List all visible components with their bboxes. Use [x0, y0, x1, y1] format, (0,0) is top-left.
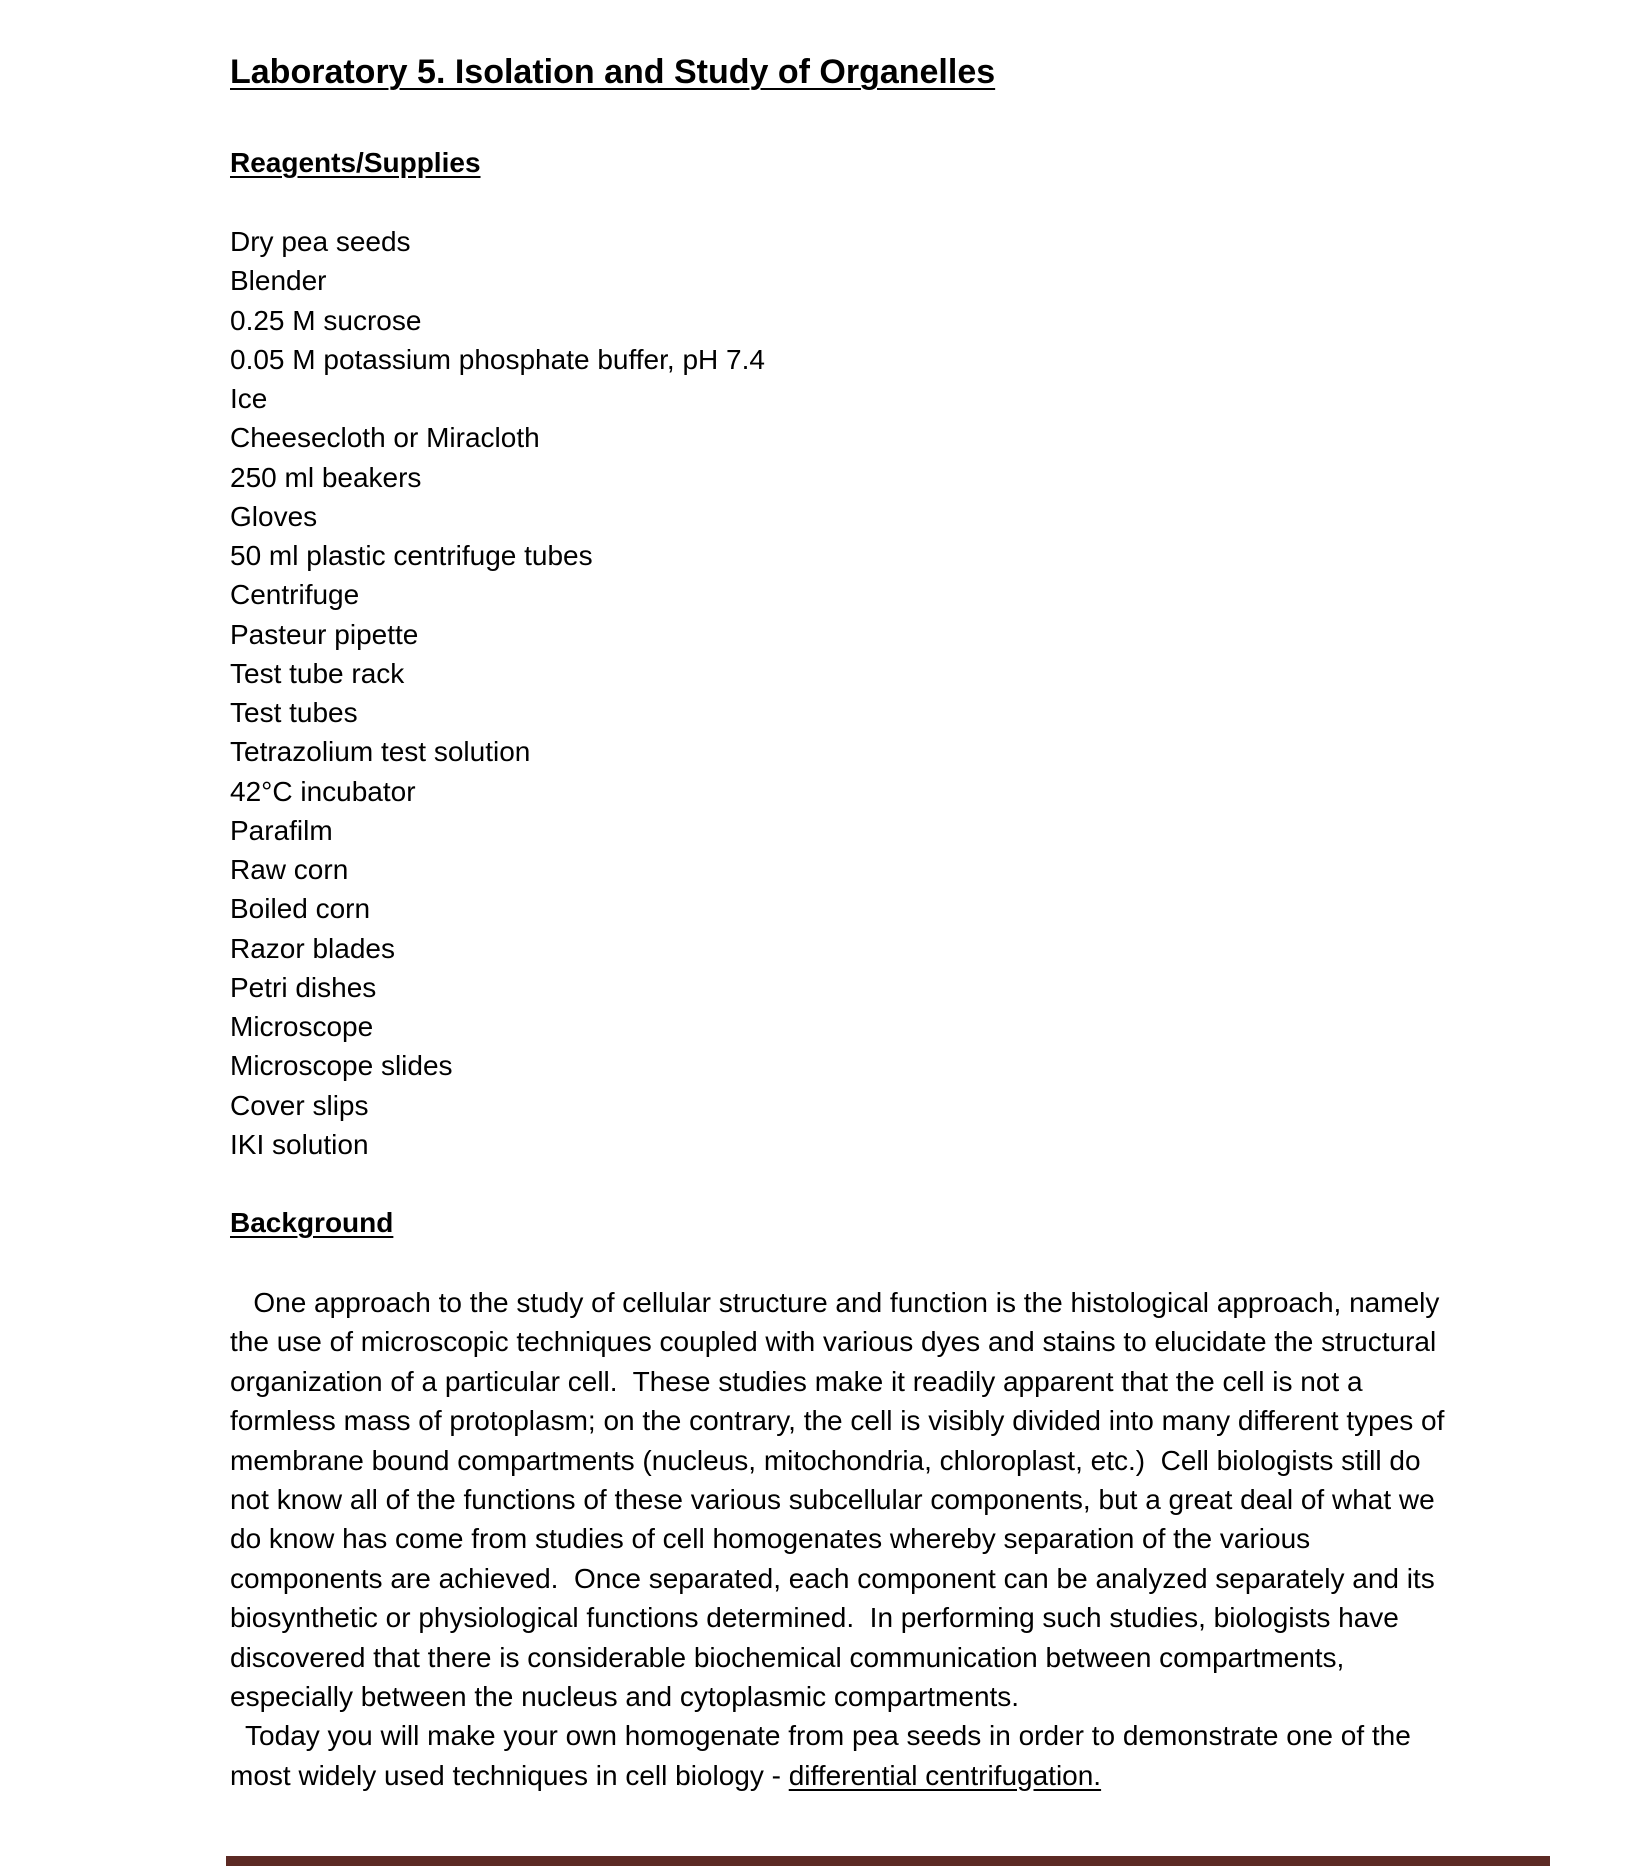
differential-centrifugation-term: differential centrifugation.	[788, 1759, 1102, 1791]
supply-item: 250 ml beakers	[230, 461, 422, 493]
supply-item: 0.25 M sucrose	[230, 304, 422, 336]
background-paragraph	[230, 1283, 1540, 1795]
supply-item: Tetrazolium test solution	[230, 736, 531, 768]
supply-item: 42°C incubator	[230, 775, 416, 807]
paragraph-line: biosynthetic or physiological functions determined. In performing such studies, biologists have	[230, 1602, 1399, 1634]
supply-item: 0.05 M potassium phosphate buffer, pH 7.4	[230, 343, 765, 375]
supply-item: Gloves	[230, 500, 318, 532]
supply-item: Razor blades	[230, 932, 395, 964]
supply-item: Ice	[230, 383, 268, 414]
footer-rule	[226, 1856, 1550, 1866]
supply-item: 50 ml plastic centrifuge tubes	[230, 540, 593, 571]
paragraph-text: most widely used techniques in cell biology -	[230, 1759, 789, 1791]
supply-item: IKI solution	[230, 1128, 369, 1160]
supply-item: Cheesecloth or Miracloth	[230, 422, 540, 454]
paragraph-line: membrane bound compartments (nucleus, mitochondria, chloroplast, etc.) Cell biologists still do	[230, 1444, 1421, 1476]
paragraph-line	[230, 1756, 1540, 1795]
supply-item: Microscope	[230, 1011, 374, 1042]
supply-item: Test tubes	[230, 697, 358, 728]
paragraph-line: formless mass of protoplasm; on the contrary, the cell is visibly divided into many different types of	[230, 1405, 1445, 1437]
paragraph-line: not know all of the functions of these various subcellular components, but a great deal of what we	[230, 1483, 1435, 1515]
paragraph-line: discovered that there is considerable biochemical communication between compartments,	[230, 1641, 1345, 1673]
paragraph-line: components are achieved. Once separated, each component can be analyzed separately and its	[230, 1562, 1435, 1594]
supply-item: Pasteur pipette	[230, 618, 419, 650]
paragraph-line: especially between the nucleus and cytoplasmic compartments.	[230, 1680, 1020, 1712]
page-title: Laboratory 5. Isolation and Study of Organelles	[230, 53, 996, 91]
supply-item: Parafilm	[230, 814, 333, 846]
background-heading: Background	[230, 1207, 394, 1238]
supply-item: Petri dishes	[230, 971, 377, 1003]
supply-item: Dry pea seeds	[230, 226, 411, 257]
supply-item: Centrifuge	[230, 579, 360, 611]
supply-item: Boiled corn	[230, 893, 371, 925]
supplies-list	[230, 222, 765, 1164]
paragraph-line: the use of microscopic techniques coupled with various dyes and stains to elucidate the structural	[230, 1326, 1437, 1358]
supply-item: Test tube rack	[230, 657, 405, 689]
supply-item: Raw corn	[230, 854, 349, 885]
document-page	[230, 50, 1540, 1791]
paragraph-line: Today you will make your own homogenate from pea seeds in order to demonstrate one of the	[230, 1720, 1411, 1752]
paragraph-line: organization of a particular cell. These studies make it readily apparent that the cell is not a	[230, 1365, 1363, 1397]
paragraph-line: do know has come from studies of cell homogenates whereby separation of the various	[230, 1523, 1311, 1555]
supply-item: Microscope slides	[230, 1050, 453, 1082]
supplies-heading: Reagents/Supplies	[230, 147, 481, 178]
paragraph-line: One approach to the study of cellular structure and function is the histological approach, namely	[230, 1287, 1440, 1318]
supply-item: Cover slips	[230, 1089, 369, 1121]
supply-item: Blender	[230, 265, 327, 297]
